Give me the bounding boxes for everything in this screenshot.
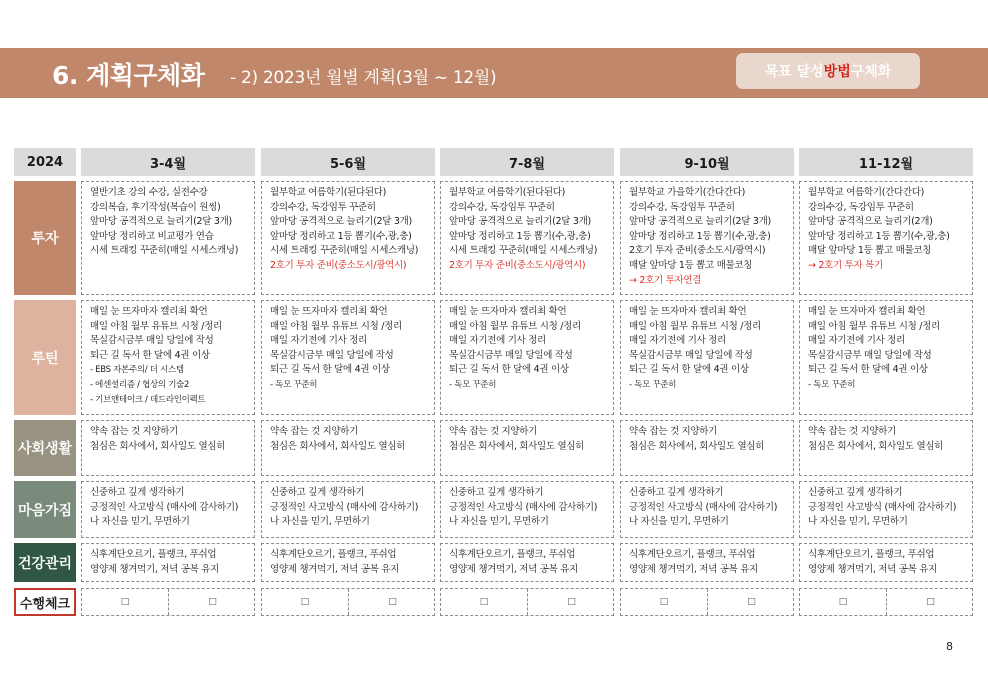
plan-line: 강의수강, 독강임투 꾸준히 [629,201,735,213]
plan-line: 신중하고 깊게 생각하기 [808,487,903,498]
plan-line: 퇴근 길 독서 한 달에 4권 이상 [90,349,210,361]
checkbox-glyph: □ [479,597,489,607]
plan-line: 나 자신을 믿기, 무면하기 [808,516,908,528]
plan-line: 식후계단오르기, 플랭크, 푸쉬업 [629,549,756,560]
plan-sub-line: - 에센셜리즘 / 협상의 기술2 [90,379,190,390]
plan-line: 월부학교 여름학기(간다간다) [808,187,925,198]
completion-checkbox[interactable] [349,589,435,615]
checkbox-glyph: □ [926,597,935,607]
plan-line: 퇴근 길 독서 한 달에 4권 이상 [808,364,928,376]
plan-line: 매달 앞마당 1등 뽑고 매물코칭 [629,259,753,271]
plan-line: 식후계단오르기, 플랭크, 푸쉬업 [270,549,397,560]
plan-cell [81,300,255,415]
plan-cell [261,181,435,295]
completion-checkbox[interactable] [528,589,614,615]
plan-line: 강의수강, 독강임투 꾸준히 [449,201,555,213]
plan-line: 월부학교 가을학기(간다간다) [629,187,746,198]
page-title: 6. 계획구체화 [52,61,205,90]
plan-line: 매일 눈 뜨자마자 캘리최 확언 [270,306,388,317]
plan-line: 강의복습, 후기작성(복습이 원씽) [90,201,221,213]
plan-line: 나 자신을 믿기, 무면하기 [270,516,370,528]
plan-line: 앞마당 공격적으로 늘리기(2개) [808,216,933,228]
plan-line: 나 자신을 믿기, 무면하기 [449,516,549,528]
row-label-text: 사회생활 [17,441,73,457]
plan-cell [261,300,435,415]
row-label-text: 마음가짐 [17,502,73,519]
checkbox-glyph: □ [747,597,756,607]
plan-cell [440,543,614,582]
plan-line: 약속 잡는 것 지양하기 [629,426,718,437]
plan-line: 첨심은 회사에서, 회사일도 열심히 [808,440,944,452]
plan-cell [799,543,973,582]
row-label-text: 투자 [31,231,59,247]
plan-cell [440,300,614,415]
plan-line: 목실감시금부 매일 당일에 작성 [629,349,753,361]
plan-line: 매일 눈 뜨자마자 캘리최 확언 [629,306,747,317]
plan-line: 앞마당 공격적으로 늘리기(2달 3개) [449,216,591,228]
plan-cell [620,300,794,415]
badge-text-pre: 목표 달성 [764,64,824,80]
plan-cell [620,481,794,538]
row-label [14,481,76,538]
plan-line: 앞마당 공격적으로 늘리기(2달 3개) [270,216,412,228]
plan-sub-line: - 독모 꾸준히 [270,379,318,390]
plan-line: 영양제 챙겨먹기, 저녁 공복 유지 [629,563,759,575]
plan-highlight-line: 2호기 투자 준비(중소도시/광역시) [449,259,586,271]
goal-method-badge [736,53,920,89]
plan-line: 앞마당 정리하고 1등 뽑기(수,광,충) [629,230,771,242]
plan-line: 첨심은 회사에서, 회사일도 열심히 [270,440,406,452]
plan-line: 약속 잡는 것 지양하기 [270,426,359,437]
plan-line: 앞마당 정리하고 비교평가 연습 [90,230,214,242]
plan-line: 강의수강, 독강임투 꾸준히 [808,201,914,213]
plan-cell [799,181,973,295]
plan-cell [440,420,614,476]
plan-line: 앞마당 정리하고 1등 뽑기(수,광,충) [808,230,950,242]
plan-line: 나 자신을 믿기, 무면하기 [90,516,190,528]
column-header-label: 9-10월 [684,156,730,172]
plan-line: 앞마당 공격적으로 늘리기(2달 3개) [90,216,232,228]
plan-cell [799,420,973,476]
column-header-label: 3-4월 [149,156,187,172]
corner-label: 2024 [26,154,64,170]
plan-line: 퇴근 길 독서 한 달에 4권 이상 [270,364,390,376]
plan-line: 매일 아침 월부 유튜브 시청 /정리 [270,320,402,332]
completion-checkbox[interactable] [262,589,349,615]
plan-line: 첨심은 회사에서, 회사일도 열심히 [629,440,765,452]
completion-checkbox[interactable] [82,589,169,615]
row-label [14,300,76,415]
plan-line: 첨심은 회사에서, 회사일도 열심히 [449,440,585,452]
plan-line: 매일 아침 월부 유튜브 시청 /정리 [629,320,761,332]
completion-checkbox[interactable] [708,589,794,615]
plan-cell [261,543,435,582]
plan-line: 긍정적인 사고방식 (매사에 감사하기) [449,501,598,513]
plan-line: 목실감시금부 매일 당일에 작성 [270,349,394,361]
plan-line: 신중하고 깊게 생각하기 [449,487,544,498]
plan-line: 매일 아침 월부 유튜브 시청 /정리 [449,320,581,332]
check-cell-group [81,588,255,616]
plan-line: 영양제 챙겨먹기, 저녁 공복 유지 [449,563,579,575]
plan-line: 앞마당 정리하고 1등 뽑기(수,광,충) [270,230,412,242]
page-subtitle: - 2) 2023년 월별 계획(3월 ~ 12월) [230,68,497,88]
plan-line: 매일 눈 뜨자마자 캘리최 확언 [449,306,567,317]
plan-line: 긍정적인 사고방식 (매사에 감사하기) [808,501,957,513]
badge-text-post: 구체화 [850,64,892,80]
checkbox-glyph: □ [208,597,217,607]
plan-line: 퇴근 길 독서 한 달에 4권 이상 [629,364,749,376]
plan-cell [799,481,973,538]
completion-checkbox[interactable] [800,589,887,615]
plan-line: 목실감시금부 매일 당일에 작성 [449,349,573,361]
plan-cell [620,420,794,476]
plan-line: 열반기초 강의 수강, 실전수강 [90,187,208,198]
plan-line: 식후계단오르기, 플랭크, 푸쉬업 [90,549,217,560]
completion-checkbox[interactable] [621,589,708,615]
plan-line: 영양제 챙겨먹기, 저녁 공복 유지 [90,563,220,575]
row-label [14,181,76,295]
column-header-label: 7-8월 [508,156,546,172]
plan-line: 매일 자기전에 기사 정리 [270,335,367,347]
plan-line: 매일 아침 월부 유튜브 시청 /정리 [90,320,222,332]
plan-line: 목실감시금부 매일 당일에 작성 [90,335,214,347]
plan-line: 신중하고 깊게 생각하기 [90,487,185,498]
column-header [799,148,973,176]
row-label-text: 루틴 [31,350,59,367]
plan-line: 목실감시금부 매일 당일에 작성 [808,349,932,361]
checkbox-glyph: □ [300,597,310,607]
badge-text-highlight: 방법 [823,64,851,80]
plan-highlight-line: 2호기 투자 준비(중소도시/광역시) [270,259,407,271]
column-header [261,148,435,176]
column-header-label: 11-12월 [858,156,914,172]
plan-line: 영양제 챙겨먹기, 저녁 공복 유지 [808,563,938,575]
plan-cell [799,300,973,415]
plan-line: 신중하고 깊게 생각하기 [629,487,724,498]
checkbox-glyph: □ [388,597,397,607]
check-cell-group [440,588,614,616]
plan-line: 첨심은 회사에서, 회사일도 열심히 [90,440,226,452]
plan-cell [620,543,794,582]
completion-checkbox[interactable] [887,589,973,615]
plan-line: 식후계단오르기, 플랭크, 푸쉬업 [449,549,576,560]
plan-line: 매일 눈 뜨자마자 캘리최 확언 [808,306,926,317]
plan-line: 매달 앞마당 1등 뽑고 매물코칭 [808,245,932,257]
plan-sub-line: - 독모 꾸준히 [808,379,856,390]
plan-highlight-line: → 2호기 투자연결 [629,274,702,286]
check-row-label-text: 수행체크 [19,596,71,612]
plan-line: 강의수강, 독강임투 꾸준히 [270,201,376,213]
plan-line: 매일 자기전에 기사 정리 [808,335,905,347]
plan-line: 매일 자기전에 기사 정리 [629,335,726,347]
check-row-label [14,588,76,616]
plan-line: 매일 눈 뜨자마자 캘리최 확언 [90,306,208,317]
check-cell-group [620,588,794,616]
plan-line: 시세 트래킹 꾸준히(매일 시세스캐닝) [449,245,598,257]
checkbox-glyph: □ [567,597,576,607]
plan-cell [81,481,255,538]
plan-line: 나 자신을 믿기, 무면하기 [629,516,729,528]
plan-line: 영양제 챙겨먹기, 저녁 공복 유지 [270,563,400,575]
checkbox-glyph: □ [659,597,669,607]
plan-cell [81,181,255,295]
plan-sub-line: - 독모 꾸준히 [449,379,497,390]
plan-line: 월부학교 여름학기(된다된다) [270,187,387,198]
plan-cell [440,481,614,538]
plan-line: 2호기 투자 준비(중소도시/광역시) [629,245,766,257]
plan-line: 약속 잡는 것 지양하기 [90,426,179,437]
column-header [620,148,794,176]
page-number: 8 [946,640,953,653]
plan-line: 긍정적인 사고방식 (매사에 감사하기) [629,501,778,513]
check-cell-group [261,588,435,616]
row-label [14,420,76,476]
row-label [14,543,76,582]
plan-cell [261,481,435,538]
completion-checkbox[interactable] [441,589,528,615]
checkbox-glyph: □ [838,597,848,607]
check-cell-group [799,588,973,616]
plan-line: 월부학교 여름학기(된다된다) [449,187,566,198]
plan-line: 퇴근 길 독서 한 달에 4권 이상 [449,364,569,376]
plan-line: 매일 자기전에 기사 정리 [449,335,546,347]
table-corner-year [14,148,76,176]
plan-line: 시세 트래킹 꾸준히(매일 시세스캐닝) [90,245,239,257]
plan-cell [81,420,255,476]
checkbox-glyph: □ [120,597,130,607]
column-header [81,148,255,176]
plan-line: 긍정적인 사고방식 (매사에 감사하기) [90,501,239,513]
plan-line: 시세 트래킹 꾸준히(매일 시세스캐닝) [270,245,419,257]
plan-line: 약속 잡는 것 지양하기 [808,426,897,437]
plan-highlight-line: → 2호기 투자 복기 [808,259,883,271]
plan-line: 앞마당 공격적으로 늘리기(2달 3개) [629,216,771,228]
plan-sub-line: - EBS 자본주의/ 더 시스템 [90,365,184,376]
completion-checkbox[interactable] [169,589,255,615]
plan-line: 앞마당 정리하고 1등 뽑기(수,광,충) [449,230,591,242]
plan-line: 긍정적인 사고방식 (매사에 감사하기) [270,501,419,513]
column-header-label: 5-6월 [329,156,367,172]
plan-line: 매일 아침 월부 유튜브 시청 /정리 [808,320,940,332]
plan-sub-line: - 기브앤테이크 / 데드라인이펙트 [90,394,206,405]
plan-cell [261,420,435,476]
column-header [440,148,614,176]
plan-line: 약속 잡는 것 지양하기 [449,426,538,437]
plan-cell [81,543,255,582]
plan-sub-line: - 독모 꾸준히 [629,379,677,390]
plan-line: 식후계단오르기, 플랭크, 푸쉬업 [808,549,935,560]
plan-cell [620,181,794,295]
row-label-text: 건강관리 [17,555,73,572]
plan-line: 신중하고 깊게 생각하기 [270,487,365,498]
plan-cell [440,181,614,295]
